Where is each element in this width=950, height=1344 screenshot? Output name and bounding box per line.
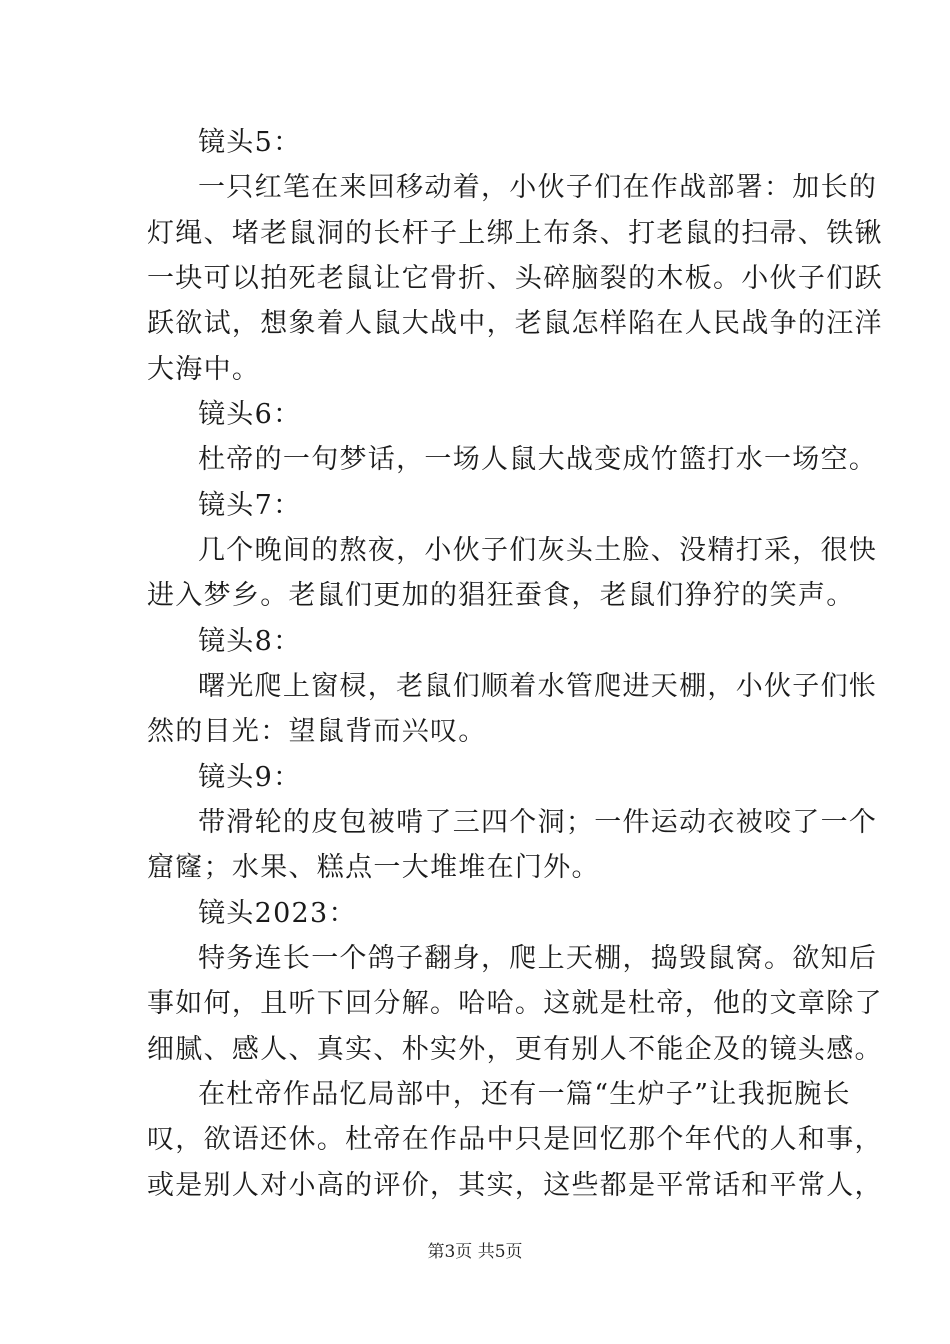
paragraph-line: 或是别人对小高的评价，其实，这些都是平常话和平常人， xyxy=(147,1170,883,1201)
paragraph-line: 然的目光：望鼠背而兴叹。 xyxy=(147,716,487,747)
shot-8-heading: 镜头8： xyxy=(198,626,302,657)
shot-6-heading: 镜头6： xyxy=(198,399,302,430)
paragraph-line: 带滑轮的皮包被啃了三四个洞；一件运动衣被咬了一个 xyxy=(198,807,878,838)
paragraph-line: 大海中。 xyxy=(147,354,261,385)
paragraph-line: 细腻、感人、真实、朴实外，更有别人不能企及的镜头感。 xyxy=(147,1034,883,1065)
paragraph-line: 一块可以拍死老鼠让它骨折、头碎脑裂的木板。小伙子们跃 xyxy=(147,263,883,294)
paragraph-line: 在杜帝作品忆局部中，还有一篇“生炉子”让我扼腕长 xyxy=(198,1079,851,1110)
paragraph-line: 特务连长一个鸽子翻身，爬上天棚，捣毁鼠窝。欲知后 xyxy=(198,943,878,974)
paragraph-line: 叹，欲语还休。杜帝在作品中只是回忆那个年代的人和事， xyxy=(147,1124,883,1155)
paragraph-line: 跃欲试，想象着人鼠大战中，老鼠怎样陷在人民战争的汪洋 xyxy=(147,308,883,339)
paragraph-line: 灯绳、堵老鼠洞的长杆子上绑上布条、打老鼠的扫帚、铁锹 xyxy=(147,218,883,249)
shot-7-heading: 镜头7： xyxy=(198,490,302,521)
shot-9-heading: 镜头9： xyxy=(198,762,302,793)
shot-5-heading: 镜头5： xyxy=(198,127,302,158)
paragraph-line: 一只红笔在来回移动着，小伙子们在作战部署：加长的 xyxy=(198,172,878,203)
paragraph-line: 事如何，且听下回分解。哈哈。这就是杜帝，他的文章除了 xyxy=(147,988,883,1019)
paragraph-line: 曙光爬上窗棂，老鼠们顺着水管爬进天棚，小伙子们怅 xyxy=(198,671,878,702)
paragraph-line: 窟窿；水果、糕点一大堆堆在门外。 xyxy=(147,852,600,883)
shot-2023-heading: 镜头2023： xyxy=(198,898,357,929)
paragraph-line: 杜帝的一句梦话，一场人鼠大战变成竹篮打水一场空。 xyxy=(198,444,878,475)
paragraph-line: 几个晚间的熬夜，小伙子们灰头土脸、没精打采，很快 xyxy=(198,535,878,566)
paragraph-line: 进入梦乡。老鼠们更加的猖狂蚕食，老鼠们狰狞的笑声。 xyxy=(147,580,855,611)
page-number-footer: 第3页 共5页 xyxy=(427,1242,523,1262)
